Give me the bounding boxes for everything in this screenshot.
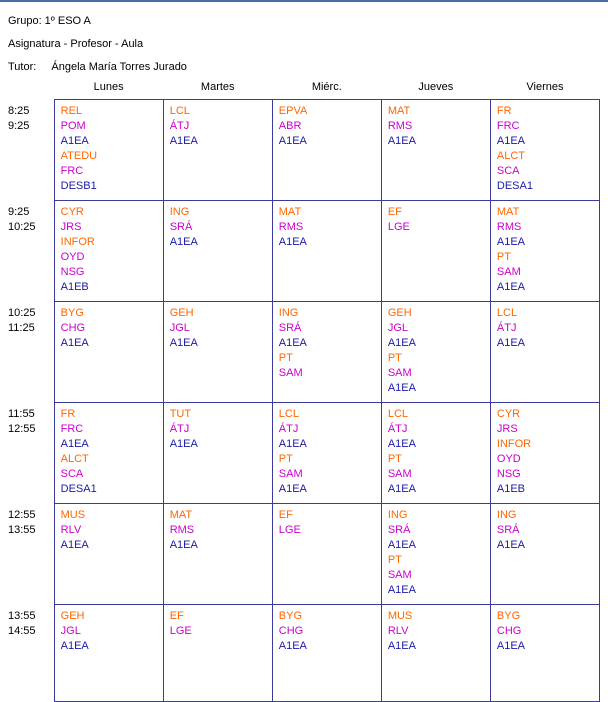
lesson-subject: ING	[387, 509, 408, 521]
lesson-teacher: POM	[60, 120, 86, 132]
lesson-cell[interactable]	[163, 605, 272, 702]
timetable-row	[8, 504, 600, 605]
hour-end: 11:25	[8, 321, 35, 334]
lesson-cell[interactable]	[490, 403, 599, 504]
lesson-subject: ALCT	[496, 150, 526, 162]
lesson-room: A1EA	[496, 135, 526, 147]
day-header-viernes: Viernes	[490, 79, 599, 100]
lesson-cell[interactable]	[381, 201, 490, 302]
day-header-miercoles: Miérc.	[272, 79, 381, 100]
lesson-subject: INFOR	[60, 236, 95, 248]
hour-end: 14:55	[8, 624, 36, 637]
lesson-subject: LCL	[169, 105, 190, 117]
lesson-subject: GEH	[387, 307, 412, 319]
lesson-room: A1EA	[278, 135, 307, 147]
lesson-teacher: FRC	[60, 423, 84, 435]
lesson-subject: ALCT	[60, 453, 89, 465]
lesson-room: A1EA	[387, 483, 416, 495]
lesson-cell[interactable]	[54, 100, 163, 201]
lesson-room: A1EA	[387, 382, 416, 394]
lesson-room: A1EA	[60, 337, 89, 349]
lesson-subject: LCL	[496, 307, 518, 319]
lesson-teacher: SCA	[60, 468, 84, 480]
lesson-cell[interactable]	[490, 504, 599, 605]
lesson-room: DESA1	[60, 483, 97, 495]
lesson-room: A1EA	[169, 539, 198, 551]
hour-end: 10:25	[8, 220, 36, 233]
hour-start: 12:55	[8, 508, 36, 521]
lesson-subject: ING	[278, 307, 299, 319]
lesson-room: A1EA	[278, 438, 307, 450]
hour-start: 8:25	[8, 104, 30, 117]
lesson-room: A1EA	[169, 337, 198, 349]
lesson-room: A1EA	[278, 483, 307, 495]
window-top-border	[0, 0, 608, 7]
legend-line: Asignatura - Profesor - Aula	[8, 38, 144, 50]
lesson-teacher: SAM	[387, 468, 412, 480]
lesson-cell[interactable]	[490, 201, 599, 302]
lesson-room: DESA1	[496, 180, 533, 192]
lesson-subject: MAT	[387, 105, 411, 117]
lesson-subject: GEH	[169, 307, 194, 319]
lesson-teacher: RMS	[496, 221, 522, 233]
lesson-subject: BYG	[278, 610, 302, 622]
lesson-teacher: SRÁ	[496, 524, 520, 536]
lesson-subject: PT	[278, 453, 293, 465]
lesson-teacher: SAM	[496, 266, 521, 278]
lesson-subject: MUS	[60, 509, 86, 521]
day-header-row	[8, 79, 600, 100]
lesson-teacher: ABR	[278, 120, 302, 132]
lesson-subject: CYR	[60, 206, 84, 218]
lesson-cell[interactable]	[54, 403, 163, 504]
lesson-subject: EPVA	[278, 105, 308, 117]
document-header	[0, 7, 608, 73]
hour-start: 10:25	[8, 306, 36, 319]
lesson-teacher: OYD	[496, 453, 521, 465]
lesson-teacher: CHG	[496, 625, 522, 637]
timetable-row	[8, 605, 600, 702]
lesson-room: A1EB	[496, 483, 526, 495]
lesson-subject: PT	[278, 352, 293, 364]
lesson-subject: ATEDU	[60, 150, 98, 162]
hour-cell	[8, 100, 54, 201]
lesson-cell[interactable]	[272, 605, 381, 702]
lesson-teacher: CHG	[278, 625, 304, 637]
tutor-name: Ángela María Torres Jurado	[51, 61, 187, 73]
lesson-cell[interactable]	[54, 302, 163, 403]
lesson-subject: FR	[496, 105, 512, 117]
lesson-subject: ING	[169, 206, 190, 218]
lesson-teacher: JRS	[496, 423, 518, 435]
lesson-cell[interactable]	[163, 504, 272, 605]
lesson-cell[interactable]	[490, 302, 599, 403]
hour-end: 12:55	[8, 422, 36, 435]
day-header-lunes: Lunes	[54, 79, 163, 100]
lesson-teacher: SAM	[278, 468, 303, 480]
lesson-teacher: SRÁ	[278, 322, 302, 334]
hour-start: 9:25	[8, 205, 30, 218]
tutor-label: Tutor:	[8, 61, 37, 73]
lesson-teacher: ÁTJ	[387, 423, 408, 435]
hour-end: 9:25	[8, 119, 30, 132]
lesson-cell[interactable]	[272, 504, 381, 605]
lesson-cell[interactable]	[381, 100, 490, 201]
day-header-jueves: Jueves	[381, 79, 490, 100]
lesson-subject: EF	[169, 610, 184, 622]
lesson-subject: LCL	[278, 408, 299, 420]
lesson-cell[interactable]	[272, 100, 381, 201]
lesson-teacher: NSG	[496, 468, 521, 480]
lesson-cell[interactable]	[381, 504, 490, 605]
lesson-subject: PT	[496, 251, 511, 263]
lesson-teacher: SRÁ	[387, 524, 411, 536]
lesson-cell[interactable]	[163, 302, 272, 403]
lesson-subject: PT	[387, 554, 402, 566]
lesson-teacher: FRC	[496, 120, 520, 132]
timetable-head	[8, 79, 600, 100]
hour-start: 13:55	[8, 609, 36, 622]
lesson-cell[interactable]	[54, 504, 163, 605]
lesson-teacher: SAM	[278, 367, 303, 379]
lesson-room: A1EA	[278, 236, 307, 248]
lesson-room: A1EA	[278, 640, 307, 652]
lesson-room: A1EA	[387, 135, 416, 147]
hour-cell	[8, 302, 54, 403]
lesson-teacher: ÁTJ	[169, 423, 190, 435]
lesson-cell[interactable]	[490, 605, 599, 702]
lesson-room: A1EA	[387, 438, 416, 450]
lesson-cell[interactable]	[163, 403, 272, 504]
lesson-teacher: JGL	[169, 322, 190, 334]
lesson-teacher: LGE	[169, 625, 192, 637]
lesson-subject: PT	[387, 453, 402, 465]
lesson-room: A1EA	[496, 281, 526, 293]
lesson-subject: ING	[496, 509, 517, 521]
lesson-teacher: ÁTJ	[496, 322, 517, 334]
lesson-room: A1EB	[60, 281, 89, 293]
lesson-teacher: LGE	[387, 221, 410, 233]
lesson-room: A1EA	[387, 584, 416, 596]
hour-cell	[8, 403, 54, 504]
lesson-subject: EF	[278, 509, 293, 521]
lesson-teacher: RLV	[60, 524, 82, 536]
lesson-teacher: LGE	[278, 524, 301, 536]
lesson-subject: MAT	[169, 509, 193, 521]
lesson-room: A1EA	[169, 135, 198, 147]
lesson-teacher: CHG	[60, 322, 86, 334]
lesson-cell[interactable]	[381, 403, 490, 504]
lesson-room: A1EA	[278, 337, 307, 349]
lesson-teacher: ÁTJ	[169, 120, 190, 132]
lesson-room: A1EA	[496, 640, 526, 652]
lesson-room: A1EA	[60, 539, 89, 551]
lesson-teacher: JRS	[60, 221, 82, 233]
lesson-subject: REL	[60, 105, 83, 117]
lesson-room: DESB1	[60, 180, 97, 192]
lesson-subject: GEH	[60, 610, 85, 622]
tutor-line	[8, 61, 608, 73]
hour-cell	[8, 504, 54, 605]
hour-cell	[8, 605, 54, 702]
lesson-teacher: SAM	[387, 367, 412, 379]
lesson-cell[interactable]	[163, 100, 272, 201]
lesson-teacher: ÁTJ	[278, 423, 299, 435]
lesson-subject: BYG	[496, 610, 521, 622]
lesson-room: A1EA	[60, 438, 89, 450]
lesson-room: A1EA	[60, 135, 89, 147]
lesson-teacher: OYD	[60, 251, 85, 263]
hour-column-header	[8, 79, 54, 100]
lesson-room: A1EA	[496, 236, 526, 248]
hour-end: 13:55	[8, 523, 36, 536]
lesson-teacher: SRÁ	[169, 221, 193, 233]
lesson-room: A1EA	[387, 337, 416, 349]
lesson-room: A1EA	[387, 640, 416, 652]
lesson-teacher: RLV	[387, 625, 409, 637]
lesson-teacher: JGL	[60, 625, 81, 637]
timetable-row	[8, 201, 600, 302]
lesson-subject: LCL	[387, 408, 409, 420]
lesson-subject: MAT	[278, 206, 302, 218]
lesson-cell[interactable]	[381, 605, 490, 702]
lesson-subject: FR	[60, 408, 76, 420]
lesson-cell[interactable]	[54, 605, 163, 702]
lesson-cell[interactable]	[490, 100, 599, 201]
lesson-room: A1EA	[496, 539, 526, 551]
hour-cell	[8, 201, 54, 302]
lesson-subject: EF	[387, 206, 402, 218]
lesson-teacher: NSG	[60, 266, 85, 278]
day-header-martes: Martes	[163, 79, 272, 100]
lesson-teacher: SCA	[496, 165, 520, 177]
lesson-cell[interactable]	[272, 302, 381, 403]
lesson-teacher: RMS	[387, 120, 413, 132]
timetable-row	[8, 100, 600, 201]
lesson-cell[interactable]	[54, 201, 163, 302]
timetable	[8, 79, 600, 702]
lesson-subject: MUS	[387, 610, 413, 622]
lesson-cell[interactable]	[272, 201, 381, 302]
lesson-subject: INFOR	[496, 438, 532, 450]
lesson-subject: TUT	[169, 408, 192, 420]
group-line: Grupo: 1º ESO A	[8, 15, 91, 27]
timetable-body	[8, 100, 600, 702]
lesson-cell[interactable]	[163, 201, 272, 302]
lesson-teacher: FRC	[60, 165, 84, 177]
lesson-subject: PT	[387, 352, 402, 364]
lesson-cell[interactable]	[381, 302, 490, 403]
timetable-row	[8, 403, 600, 504]
timetable-row	[8, 302, 600, 403]
hour-start: 11:55	[8, 407, 35, 420]
lesson-room: A1EA	[60, 640, 89, 652]
lesson-cell[interactable]	[272, 403, 381, 504]
lesson-subject: BYG	[60, 307, 84, 319]
lesson-teacher: RMS	[278, 221, 304, 233]
lesson-subject: MAT	[496, 206, 520, 218]
lesson-teacher: SAM	[387, 569, 412, 581]
lesson-room: A1EA	[496, 337, 526, 349]
lesson-room: A1EA	[169, 438, 198, 450]
lesson-room: A1EA	[169, 236, 198, 248]
lesson-teacher: JGL	[387, 322, 409, 334]
lesson-subject: CYR	[496, 408, 521, 420]
lesson-teacher: RMS	[169, 524, 195, 536]
lesson-room: A1EA	[387, 539, 416, 551]
